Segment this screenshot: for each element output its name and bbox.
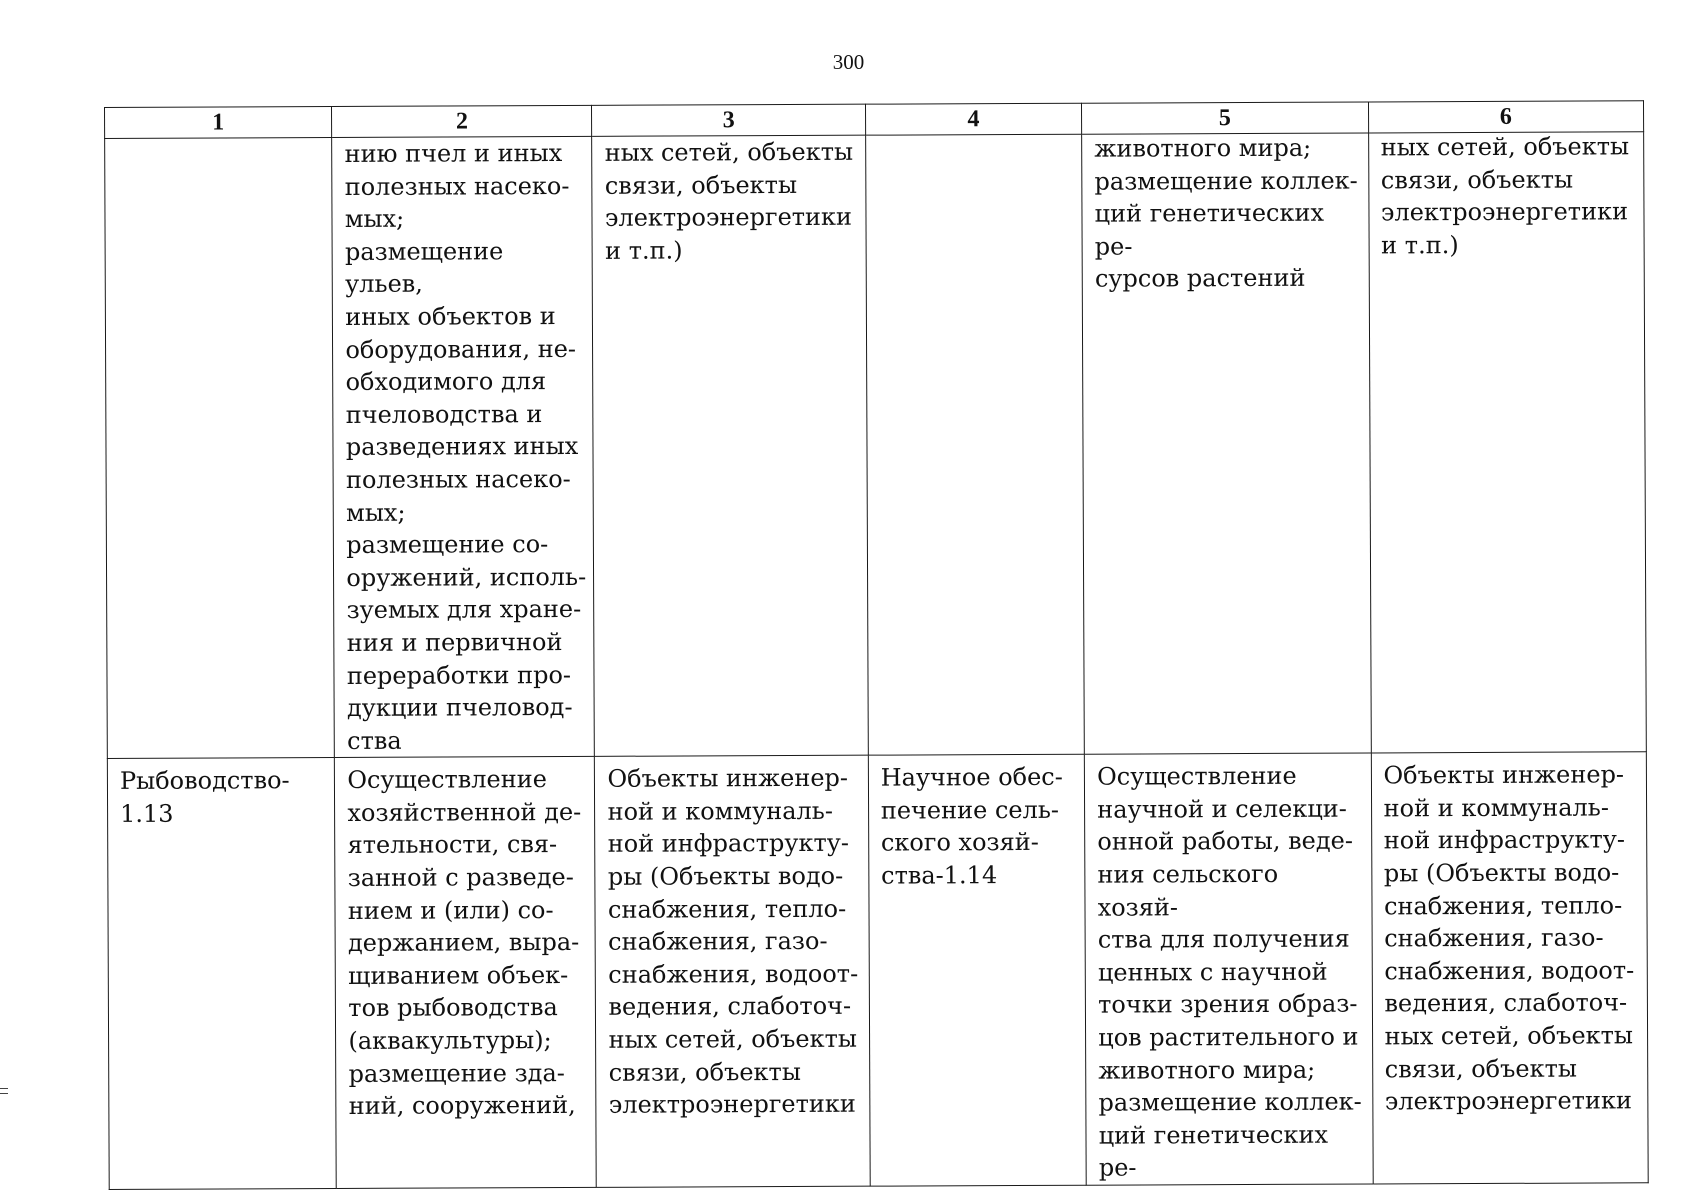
cell-text: ных сетей, объекты связи, объекты электроэнергетики и т.п.): [1380, 132, 1630, 260]
cell-text: [866, 135, 1081, 136]
table-row: [107, 752, 1648, 1189]
cell-text: животного мира; размещение коллек- ций генетических ре- сурсов растений: [1094, 133, 1358, 294]
column-header-1: 1: [105, 107, 332, 139]
table-cell: [595, 755, 870, 1187]
column-header-5: 5: [1082, 102, 1369, 134]
table-cell: [332, 136, 595, 757]
column-header-4: 4: [865, 103, 1082, 135]
cell-text: Объекты инженер- ной и коммуналь- ной инфраструкту- ры (Объекты водо- снабжения, тепло- снабжения, газо- снабжения, водоот- ведения, слаботоч- ных сетей, объекты связи, объекты электроэнергетики: [1383, 760, 1635, 1116]
column-header-3: 3: [592, 104, 865, 136]
table-cell: [592, 135, 868, 756]
table-cell: [1082, 133, 1371, 755]
cell-text: Научное обес- печение сель- ского хозяй- ства-1.14: [880, 763, 1063, 890]
cell-text: [105, 138, 331, 139]
table-cell: [865, 134, 1084, 755]
column-header-6: 6: [1368, 101, 1644, 133]
scan-edge-mark: [0, 1088, 8, 1100]
page-number: 300: [832, 50, 865, 74]
table-row: [105, 132, 1647, 759]
table-cell: [1368, 132, 1646, 753]
table-cell: [107, 758, 336, 1190]
cell-text: ных сетей, объекты связи, объекты электроэнергетики и т.п.): [604, 137, 854, 265]
cell-text: нию пчел и иных полезных насеко- мых; размещение ульев, иных объектов и оборудования, не- обходимого для пчеловодства и разведениях иных полезных насеко- мых; размещение со- оружений, исполь- зуемых для хране- ния и первичной переработки про- дукции пчеловод- ства: [344, 139, 587, 755]
table-cell: [868, 755, 1086, 1187]
table-cell: [1084, 753, 1372, 1185]
cell-text: Осуществление научной и селекци- онной работы, веде- ния сельского хозяй- ства для получения ценных с научной точки зрения образ- цов растительного и животного мира; размещение коллек- ций генетических ре-: [1097, 762, 1362, 1183]
table-cell: [105, 138, 335, 759]
table-cell: [1371, 752, 1648, 1184]
cell-text: Рыбоводство- 1.13: [119, 766, 290, 828]
table-cell: [335, 757, 597, 1189]
land-use-table: [104, 100, 1649, 1190]
column-header-2: 2: [332, 105, 592, 137]
cell-text: Объекты инженер- ной и коммуналь- ной инфраструкту- ры (Объекты водо- снабжения, тепло- снабжения, газо- снабжения, водоот- ведения, слаботоч- ных сетей, объекты связи, объекты электроэнергетики: [607, 764, 859, 1120]
cell-text: Осуществление хозяйственной де- ятельности, свя- занной с разведе- нием и (или) со- держанием, выра- щиванием объек- тов рыбоводства (аквакультуры); размещение зда- ний, сооружений,: [347, 765, 582, 1121]
